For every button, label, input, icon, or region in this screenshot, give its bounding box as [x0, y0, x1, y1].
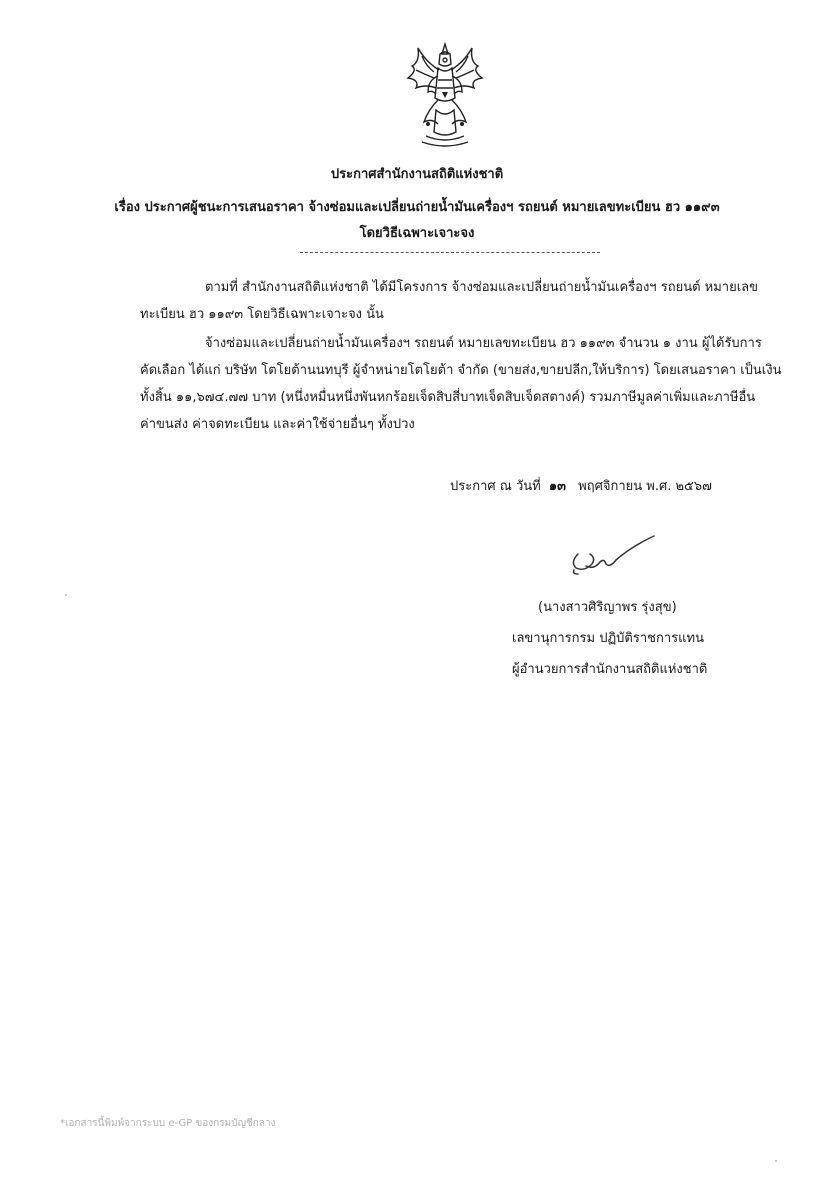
date-prefix: ประกาศ ณ วันที่ [450, 479, 541, 494]
body-line: ค่าขนส่ง ค่าจดทะเบียน และค่าใช้จ่ายอื่นๆ ทั้งปวง [140, 417, 415, 432]
announcement-date [450, 475, 712, 496]
signer-organization: ผู้อำนวยการสำนักงานสถิติแห่งชาติ [512, 662, 708, 677]
garuda-emblem-icon [398, 40, 492, 150]
procurement-method: โดยวิธีเฉพาะเจาะจง [359, 226, 475, 241]
scan-speck [775, 1160, 777, 1162]
divider [300, 252, 600, 253]
announcement-subject: เรื่อง ประกาศผู้ชนะการเสนอราคา จ้างซ่อมและเปลี่ยนถ่ายน้ำมันเครื่องฯ รถยนต์ หมายเลขทะเบียน ฮว ๑๑๙๓ [114, 200, 720, 215]
date-rest: พฤศจิกายน พ.ศ. ๒๕๖๗ [578, 479, 712, 494]
scan-speck [65, 594, 67, 596]
signer-position: เลขานุการกรม ปฏิบัติราชการแทน [512, 631, 704, 646]
body-line: ทะเบียน ฮว ๑๑๙๓ โดยวิธีเฉพาะเจาะจง นั้น [140, 307, 384, 322]
footer-note: *เอกสารนี้พิมพ์จากระบบ e-GP ของกรมบัญชีกลาง [60, 1118, 276, 1129]
body-line: คัดเลือก ได้แก่ บริษัท โตโยต้านนทบุรี ผู้จำหน่ายโตโยต้า จำกัด (ขายส่ง,ขายปลีก,ให้บริการ) โดยเสนอราคา เป็นเงิน [140, 363, 782, 378]
body-line: จ้างซ่อมและเปลี่ยนถ่ายน้ำมันเครื่องฯ รถยนต์ หมายเลขทะเบียน ฮว ๑๑๙๓ จำนวน ๑ งาน ผู้ได้รับการ [205, 336, 762, 351]
handwritten-signature-icon [562, 532, 662, 580]
signer-name: (นางสาวศิริญาพร รุ่งสุข) [538, 600, 677, 615]
body-line: ตามที่ สำนักงานสถิติแห่งชาติ ได้มีโครงการ จ้างซ่อมและเปลี่ยนถ่ายน้ำมันเครื่องฯ รถยนต์ หมายเลข [205, 280, 759, 295]
body-line: ทั้งสิ้น ๑๑,๖๗๔.๗๗ บาท (หนึ่งหมื่นหนึ่งพันหกร้อยเจ็ดสิบสี่บาทเจ็ดสิบเจ็ดสตางค์) รวมภาษีมูลค่าเพิ่มและภาษีอื่น [140, 390, 756, 405]
announcement-title: ประกาศสำนักงานสถิติแห่งชาติ [330, 167, 504, 182]
date-day: ๑๓ [548, 479, 567, 494]
